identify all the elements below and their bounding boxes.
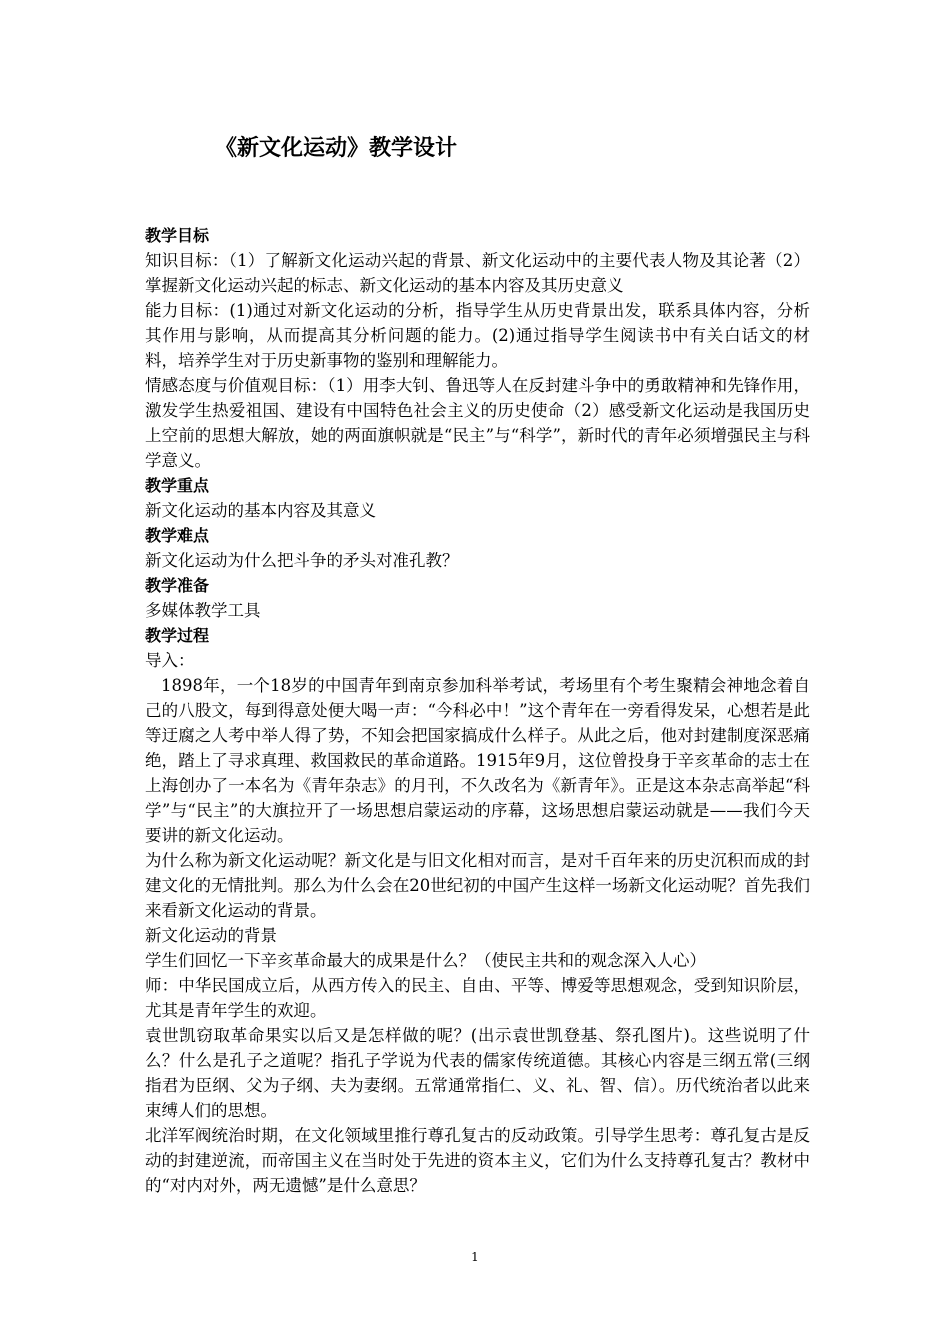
paragraph-knowledge-goal: 知识目标：（1）了解新文化运动兴起的背景、新文化运动中的主要代表人物及其论著（2）掌握新文化运动兴起的标志、新文化运动的基本内容及其历史意义 — [145, 251, 810, 295]
paragraph-why-new-culture: 为什么称为新文化运动呢？新文化是与旧文化相对而言，是对千百年来的历史沉积而成的封建文化的无情批判。那么为什么会在20世纪初的中国产生这样一场新文化运动呢？首先我们来看新文化运动的背景。 — [145, 851, 810, 920]
paragraph-intro-label: 导入： — [145, 651, 195, 670]
paragraph-yuan-shikai: 袁世凯窃取革命果实以后又是怎样做的呢？(出示袁世凯登基、祭孔图片)。这些说明了什么？什么是孔子之道呢？指孔子学说为代表的儒家传统道德。其核心内容是三纲五常(三纲指君为臣纲、父为子纲、夫为妻纲。五常通常指仁、义、礼、智、信）。历代统治者以此来束缚人们的思想。 — [145, 1026, 810, 1120]
paragraph-difficulties: 新文化运动为什么把斗争的矛头对准孔教？ — [145, 551, 459, 570]
section-heading-objectives: 教学目标 — [145, 226, 210, 245]
paragraph-recall-question: 学生们回忆一下辛亥革命最大的成果是什么？（使民主共和的观念深入人心） — [145, 951, 706, 970]
document-body — [145, 223, 810, 1198]
document-title: 《新文化运动》教学设计 — [215, 136, 458, 161]
paragraph-preparation: 多媒体教学工具 — [145, 601, 261, 620]
section-heading-preparation: 教学准备 — [145, 576, 210, 595]
section-heading-process: 教学过程 — [145, 626, 210, 645]
page-number: 1 — [471, 1250, 479, 1264]
paragraph-emotion-goal: 情感态度与价值观目标：（1）用李大钊、鲁迅等人在反封建斗争中的勇敢精神和先锋作用，激发学生热爱祖国、建设有中国特色社会主义的历史使命（2）感受新文化运动是我国历史上空前的思想大解放，她的两面旗帜就是“民主”与“科学”，新时代的青年必须增强民主与科学意义。 — [145, 376, 810, 470]
paragraph-background-title: 新文化运动的背景 — [145, 926, 277, 945]
paragraph-key-points: 新文化运动的基本内容及其意义 — [145, 501, 376, 520]
paragraph-beiyang: 北洋军阀统治时期，在文化领域里推行尊孔复古的反动政策。引导学生思考：尊孔复古是反动的封建逆流，而帝国主义在当时处于先进的资本主义，它们为什么支持尊孔复古？教材中的“对内对外，两无遗憾”是什么意思？ — [145, 1126, 810, 1195]
paragraph-intro-story: 1898年，一个18岁的中国青年到南京参加科举考试，考场里有个考生聚精会神地念着自己的八股文，每到得意处便大喝一声：“今科必中！”这个青年在一旁看得发呆，心想若是此等迂腐之人考中举人得了势，不知会把国家搞成什么样子。从此之后，他对封建制度深恶痛绝，踏上了寻求真理、救国救民的革命道路。1915年9月，这位曾投身于辛亥革命的志士在上海创办了一本名为《青年杂志》的月刊，不久改名为《新青年》。正是这本杂志高举起“科学”与“民主”的大旗拉开了一场思想启蒙运动的序幕，这场思想启蒙运动就是——我们今天要讲的新文化运动。 — [145, 676, 810, 845]
paragraph-ability-goal: 能力目标：(1)通过对新文化运动的分析，指导学生从历史背景出发，联系具体内容，分析其作用与影响，从而提高其分析问题的能力。(2)通过指导学生阅读书中有关白话文的材料，培养学生对于历史新事物的鉴别和理解能力。 — [145, 301, 810, 370]
paragraph-teacher-note: 师：中华民国成立后，从西方传入的民主、自由、平等、博爱等思想观念，受到知识阶层，尤其是青年学生的欢迎。 — [145, 976, 810, 1020]
section-heading-key-points: 教学重点 — [145, 476, 210, 495]
section-heading-difficulties: 教学难点 — [145, 526, 210, 545]
